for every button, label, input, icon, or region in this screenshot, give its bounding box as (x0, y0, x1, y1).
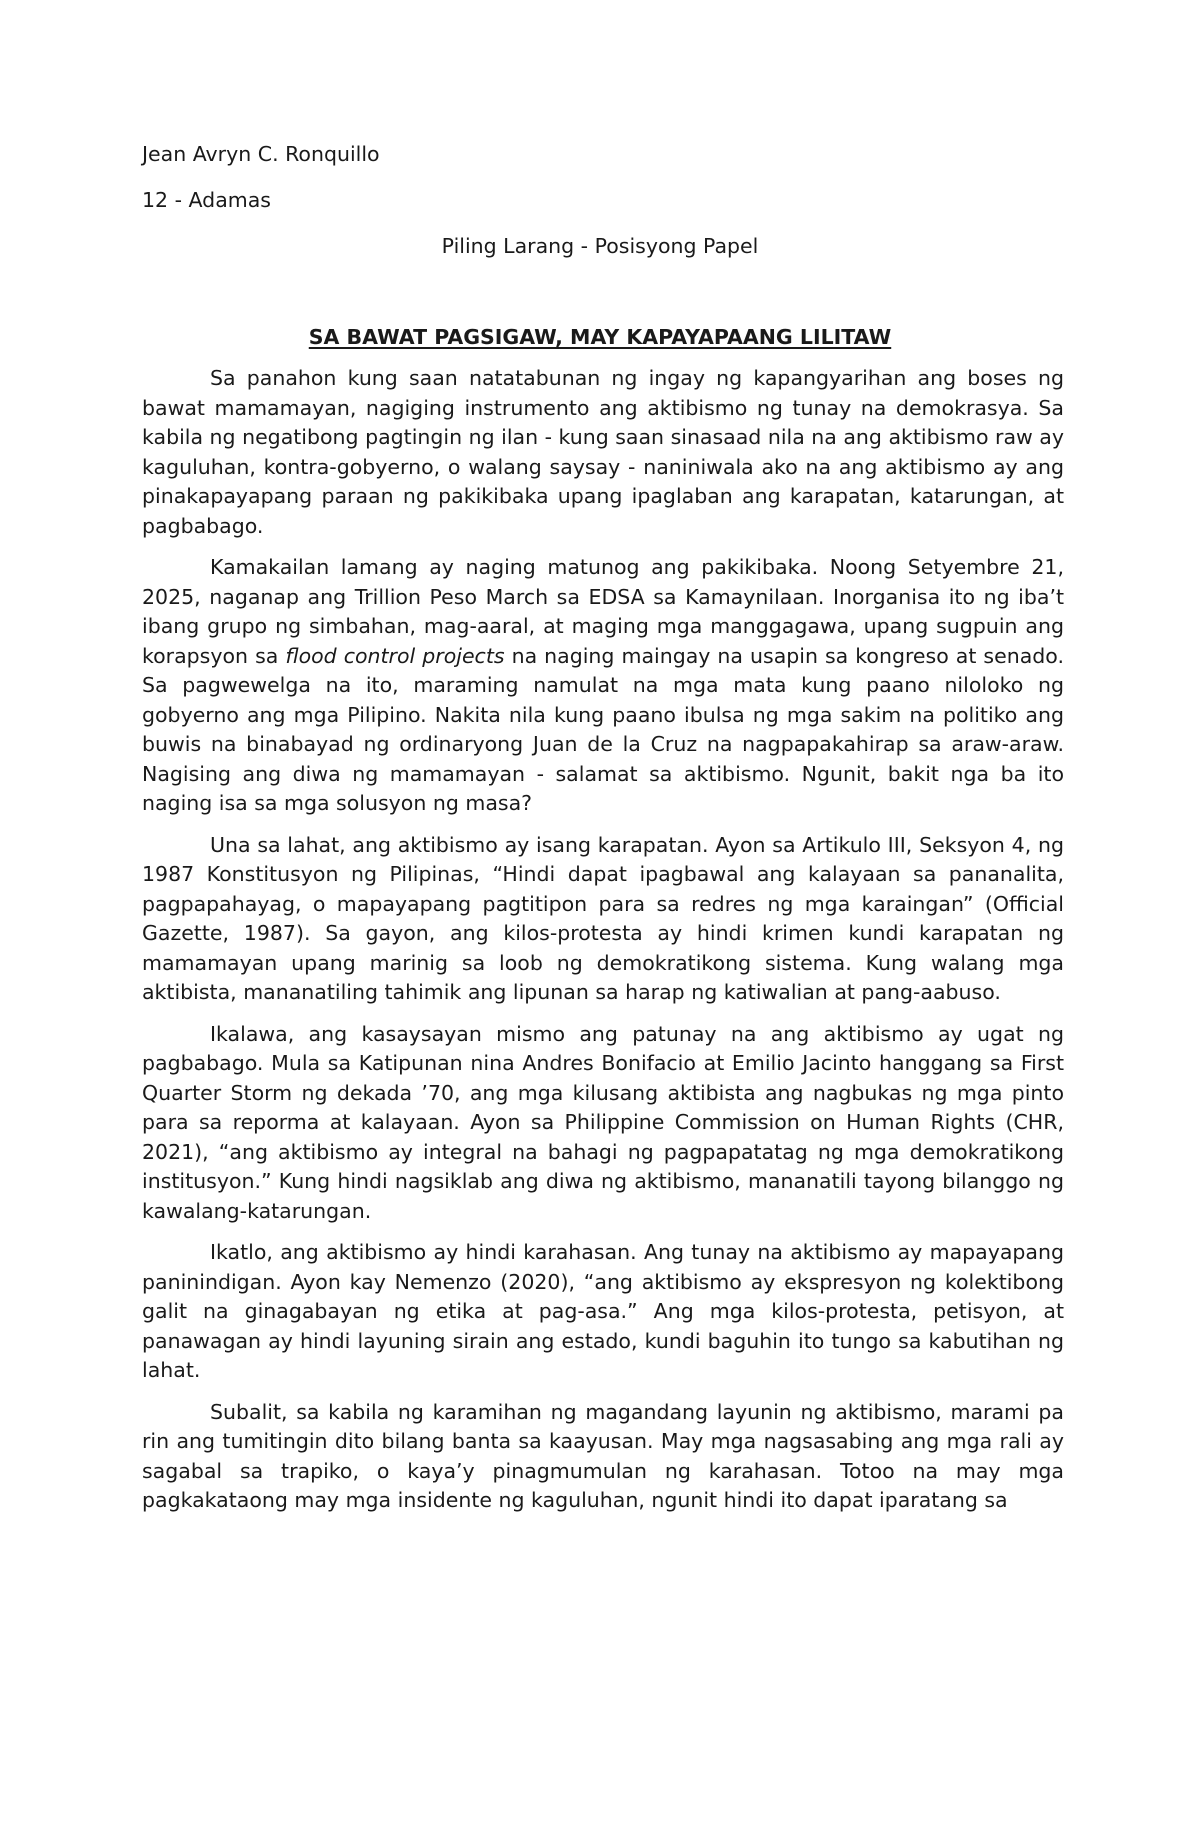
author-name: Jean Avryn C. Ronquillo (142, 142, 380, 166)
paragraph-intro: Sa panahon kung saan natatabunan ng ingay ng kapangyarihan ang boses ng bawat mamamayan, nagiging instrumento ang aktibismo ng tunay na demokrasya. Sa kabila ng negatibong pagtingin ng ilan - kung saan sinasaad nila na ang aktibismo raw ay kaguluhan, kontra-gobyerno, o walang saysay - naniniwala ako na ang aktibismo ay ang pinakapayapang paraan ng pakikibaka upang ipaglaban ang karapatan, katarungan, at pagbabago. (142, 366, 1064, 538)
paragraph-text-before: Kamakailan lamang ay naging matunog ang pakikibaka. Noong Setyembre 21, 2025, naganap ang Trillion Peso March sa EDSA sa Kamaynilaan. Inorganisa ito ng iba’t ibang grupo ng simbahan, mag-aaral, at maging mga manggagawa, upang sugpuin ang korapsyon sa (142, 555, 1064, 668)
paragraph-counterargument: Subalit, sa kabila ng karamihan ng magandang layunin ng aktibismo, marami pa rin ang tumitingin dito bilang banta sa kaayusan. May mga nagsasabing ang mga rali ay sagabal sa trapiko, o kaya’y pinagmumulan ng karahasan. Totoo na may mga pagkakataong may mga insidente ng kaguluhan, ngunit hindi ito dapat iparatang sa (142, 1399, 1064, 1512)
emphasized-term: flood control projects (285, 643, 505, 668)
essay-body (142, 364, 1064, 1528)
paragraph-text-after: na naging maingay na usapin sa kongreso at senado. Sa pagwewelga na ito, maraming namulat na mga mata kung paano niloloko ng gobyerno ang mga Pilipino. Nakita nila kung paano ibulsa ng mga sakim na politiko ang buwis na binabayad ng ordinaryong Juan de la Cruz na nagpapakahirap sa araw-araw. Nagising ang diwa ng mamamayan - salamat sa aktibismo. Ngunit, bakit nga ba ito naging isa sa mga solusyon ng masa? (142, 643, 1064, 815)
paragraph-second-argument: Ikalawa, ang kasaysayan mismo ang patunay na ang aktibismo ay ugat ng pagbabago. Mula sa Katipunan nina Andres Bonifacio at Emilio Jacinto hanggang sa First Quarter Storm ng dekada ’70, ang mga kilusang aktibista ang nagbukas ng mga pinto para sa reporma at kalayaan. Ayon sa Philippine Commission on Human Rights (CHR, 2021), “ang aktibismo ay integral na bahagi ng pagpapatatag ng mga demokratikong institusyon.” Kung hindi nagsiklab ang diwa ng aktibismo, mananatili tayong bilanggo ng kawalang-katarungan. (142, 1021, 1064, 1223)
essay-title: SA BAWAT PAGSIGAW, MAY KAPAYAPAANG LILITAW (308, 325, 892, 349)
paragraph-trillion-peso-march (142, 553, 1064, 819)
subject-line: Piling Larang - Posisyong Papel (441, 234, 759, 258)
class-section: 12 - Adamas (142, 188, 271, 212)
paragraph-first-argument: Una sa lahat, ang aktibismo ay isang karapatan. Ayon sa Artikulo III, Seksyon 4, ng 1987 Konstitusyon ng Pilipinas, “Hindi dapat ipagbawal ang kalayaan sa pananalita, pagpapahayag, o mapayapang pagtitipon para sa redres ng mga karaingan” (Official Gazette, 1987). Sa gayon, ang kilos-protesta ay hindi krimen kundi karapatan ng mamamayan upang marinig sa loob ng demokratikong sistema. Kung walang mga aktibista, mananatiling tahimik ang lipunan sa harap ng katiwalian at pang-aabuso. (142, 832, 1064, 1004)
paragraph-third-argument: Ikatlo, ang aktibismo ay hindi karahasan. Ang tunay na aktibismo ay mapayapang paninindigan. Ayon kay Nemenzo (2020), “ang aktibismo ay ekspresyon ng kolektibong galit na ginagabayan ng etika at pag-asa.” Ang mga kilos-protesta, petisyon, at panawagan ay hindi layuning sirain ang estado, kundi baguhin ito tungo sa kabutihan ng lahat. (142, 1240, 1064, 1382)
